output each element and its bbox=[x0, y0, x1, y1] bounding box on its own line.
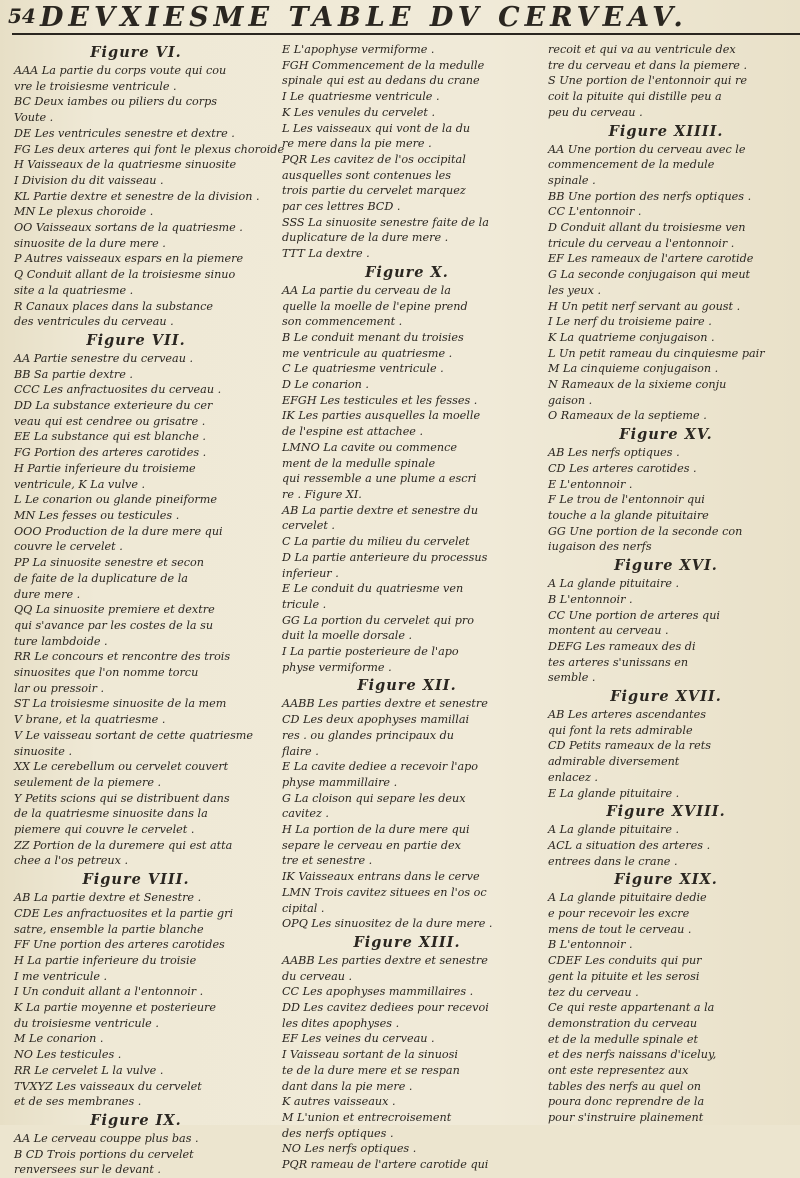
legend-entry: D La partie anterieure du processus bbox=[282, 550, 488, 564]
legend-entry: SSS La sinuosite senestre faite de la bbox=[282, 215, 489, 229]
legend-entry: RR Le cervelet L la vulve . bbox=[14, 1063, 164, 1077]
figure-heading: Figure XV. bbox=[619, 426, 713, 444]
legend-entry: DD La substance exterieure du cer bbox=[14, 399, 213, 413]
legend-entry: XX Le cerebellum ou cervelet couvert bbox=[14, 760, 229, 774]
legend-entry: CC Une portion de arteres qui bbox=[548, 608, 720, 622]
legend-entry: L Les vaisseaux qui vont de la du bbox=[282, 121, 471, 135]
legend-entry: H La partie inferieure du troisie bbox=[14, 953, 197, 967]
legend-entry: FF Une portion des arteres carotides bbox=[14, 938, 225, 952]
legend-entry: V brane, et la quatriesme . bbox=[14, 713, 166, 727]
legend-entry: et de la medulle spinale et bbox=[548, 1032, 698, 1046]
legend-entry: veau qui est cendree ou grisatre . bbox=[14, 414, 206, 428]
legend-entry: et de ses membranes . bbox=[14, 1095, 142, 1109]
legend-entry: B L'entonnoir . bbox=[548, 938, 633, 952]
legend-entry: spinale qui est au dedans du crane bbox=[282, 74, 480, 88]
legend-entry: mens de tout le cerveau . bbox=[548, 922, 692, 936]
legend-entry: commencement de la medule bbox=[548, 158, 715, 172]
legend-entry: B CD Trois portions du cervelet bbox=[14, 1147, 194, 1161]
legend-entry: Q Conduit allant de la troisiesme sinuo bbox=[14, 268, 236, 282]
legend-entry: E L'entonnoir . bbox=[548, 477, 633, 491]
legend-entry: chee a l'os petreux . bbox=[14, 854, 129, 868]
figure-heading: Figure XVI. bbox=[614, 557, 718, 575]
legend-entry: CCC Les anfractuosites du cerveau . bbox=[14, 383, 222, 397]
legend-entry: AB Les arteres ascendantes bbox=[548, 708, 707, 722]
legend-entry: PQR rameau de l'artere carotide qui bbox=[282, 1158, 489, 1172]
legend-entry: poura donc reprendre de la bbox=[548, 1095, 705, 1109]
column-left bbox=[14, 42, 285, 1177]
legend-entry: tre du cerveau et dans la piemere . bbox=[548, 58, 748, 72]
legend-entry: admirable diversement bbox=[548, 755, 680, 769]
legend-entry: semble . bbox=[548, 671, 596, 685]
legend-entry: spinale . bbox=[548, 173, 596, 187]
legend-entry: CD Petits rameaux de la rets bbox=[548, 739, 711, 753]
legend-entry: pour s'instruire plainement bbox=[548, 1111, 704, 1125]
legend-entry: H Vaisseaux de la quatriesme sinuosite bbox=[14, 158, 237, 172]
legend-entry: ont este representez aux bbox=[548, 1064, 689, 1078]
legend-entry: E La cavite dediee a recevoir l'apo bbox=[282, 760, 479, 774]
legend-entry: GG Une portion de la seconde con bbox=[548, 524, 743, 538]
legend-entry: montent au cerveau . bbox=[548, 624, 669, 638]
legend-entry: AA Une portion du cerveau avec le bbox=[548, 142, 746, 156]
legend-entry: B L'entonnoir . bbox=[548, 592, 633, 606]
figure-heading: Figure XVIII. bbox=[606, 803, 726, 821]
legend-entry: CDEF Les conduits qui pur bbox=[548, 954, 702, 968]
legend-entry: E La glande pituitaire . bbox=[548, 786, 680, 800]
running-title: DEVXIESME TABLE DV CERVEAV. bbox=[40, 2, 688, 33]
legend-entry: OO Vaisseaux sortans de la quatriesme . bbox=[14, 221, 243, 235]
legend-entry: A La glande pituitaire . bbox=[548, 577, 680, 591]
legend-entry: AB Les nerfs optiques . bbox=[548, 446, 680, 460]
legend-entry: EFGH Les testicules et les fesses . bbox=[282, 393, 478, 407]
legend-entry: peu du cerveau . bbox=[548, 105, 643, 119]
legend-entry: du cerveau . bbox=[282, 969, 353, 983]
legend-entry: M Le conarion . bbox=[14, 1032, 104, 1046]
legend-entry: K autres vaisseaux . bbox=[282, 1095, 396, 1109]
legend-entry: duit la moelle dorsale . bbox=[282, 629, 413, 643]
legend-entry: inferieur . bbox=[282, 566, 339, 580]
legend-entry: ture lambdoide . bbox=[14, 634, 108, 648]
legend-entry: N Rameaux de la sixieme conju bbox=[548, 378, 727, 392]
legend-entry: EF Les rameaux de l'artere carotide bbox=[548, 252, 754, 266]
legend-entry: H Partie inferieure du troisieme bbox=[14, 461, 196, 475]
legend-entry: physe mammillaire . bbox=[282, 775, 398, 789]
legend-entry: BC Deux iambes ou piliers du corps bbox=[14, 95, 217, 109]
legend-entry: recoit et qui va au ventricule dex bbox=[548, 43, 736, 56]
legend-entry: son commencement . bbox=[282, 315, 403, 329]
legend-entry: RR Le concours et rencontre des trois bbox=[14, 650, 231, 664]
legend-entry: I La partie posterieure de l'apo bbox=[282, 645, 459, 659]
legend-entry: K La partie moyenne et posterieure bbox=[14, 1001, 217, 1015]
legend-entry: tricule . bbox=[282, 597, 327, 611]
legend-entry: re mere dans la pie mere . bbox=[282, 137, 432, 151]
legend-entry: CC Les apophyses mammillaires . bbox=[282, 985, 474, 999]
legend-entry: IK Les parties ausquelles la moelle bbox=[282, 409, 481, 423]
legend-entry: OPQ Les sinuositez de la dure mere . bbox=[282, 917, 493, 931]
column-right bbox=[548, 42, 784, 1125]
legend-entry: AB La partie dextre et senestre du bbox=[282, 503, 479, 517]
legend-entry: MN Les fesses ou testicules . bbox=[14, 508, 180, 522]
legend-entry: MN Le plexus choroide . bbox=[14, 205, 154, 219]
figure-heading: Figure XIIII. bbox=[608, 122, 724, 140]
legend-entry: et des nerfs naissans d'iceluy, bbox=[548, 1048, 717, 1062]
legend-entry: Y Petits scions qui se distribuent dans bbox=[14, 791, 230, 805]
figure-heading: Figure X. bbox=[365, 263, 449, 281]
legend-entry: cavitez . bbox=[282, 807, 329, 821]
legend-entry: sinuosite de la dure mere . bbox=[14, 236, 166, 250]
legend-entry: dure mere . bbox=[14, 587, 81, 601]
legend-entry: tez du cerveau . bbox=[548, 985, 639, 999]
legend-entry: C La partie du milieu du cervelet bbox=[282, 535, 470, 549]
legend-entry: cipital . bbox=[282, 901, 325, 915]
legend-entry: L Un petit rameau du cinquiesme pair bbox=[548, 346, 765, 360]
legend-entry: res . ou glandes principaux du bbox=[282, 728, 454, 742]
page-header bbox=[0, 0, 800, 34]
legend-entry: iugaison des nerfs bbox=[548, 540, 652, 554]
figure-heading: Figure XIX. bbox=[614, 871, 718, 889]
legend-entry: I Le nerf du troisieme paire . bbox=[548, 315, 712, 329]
legend-entry: des nerfs optiques . bbox=[282, 1126, 394, 1140]
page-number: 54 bbox=[8, 4, 36, 28]
legend-entry: physe vermiforme . bbox=[282, 660, 392, 674]
legend-entry: touche a la glande pituitaire bbox=[548, 508, 709, 522]
legend-entry: dant dans la pie mere . bbox=[282, 1079, 413, 1093]
legend-entry: S Une portion de l'entonnoir qui re bbox=[548, 74, 747, 88]
legend-entry: E L'apophyse vermiforme . bbox=[282, 43, 435, 56]
legend-entry: FG Portion des arteres carotides . bbox=[14, 446, 207, 460]
legend-entry: ausquelles sont contenues les bbox=[282, 168, 452, 182]
legend-entry: IK Vaisseaux entrans dans le cerve bbox=[282, 870, 480, 884]
legend-entry: site a la quatriesme . bbox=[14, 283, 134, 297]
legend-entry: F Le trou de l'entonnoir qui bbox=[548, 493, 705, 507]
legend-entry: TVXYZ Les vaisseaux du cervelet bbox=[14, 1079, 202, 1093]
legend-entry: AABB Les parties dextre et senestre bbox=[282, 697, 488, 711]
legend-entry: te de la dure mere et se respan bbox=[282, 1063, 460, 1077]
legend-entry: R Canaux places dans la substance bbox=[14, 299, 213, 313]
legend-entry: FGH Commencement de la medulle bbox=[282, 58, 485, 72]
legend-entry: Ce qui reste appartenant a la bbox=[548, 1001, 715, 1015]
legend-entry: me ventricule au quatriesme . bbox=[282, 346, 453, 360]
legend-entry: des ventricules du cerveau . bbox=[14, 315, 174, 329]
legend-entry: AA Le cerveau couppe plus bas . bbox=[14, 1132, 199, 1145]
legend-entry: KL Partie dextre et senestre de la division . bbox=[14, 189, 260, 203]
legend-entry: satre, ensemble la partie blanche bbox=[14, 922, 204, 936]
legend-entry: CDE Les anfractuosites et la partie gri bbox=[14, 906, 234, 920]
legend-entry: H La portion de la dure mere qui bbox=[282, 823, 470, 837]
legend-entry: BB Sa partie dextre . bbox=[14, 367, 133, 381]
legend-entry: CC L'entonnoir . bbox=[548, 205, 642, 219]
figure-heading: Figure VII. bbox=[86, 331, 186, 349]
legend-entry: LMN Trois cavitez situees en l'os oc bbox=[282, 885, 487, 899]
legend-entry: couvre le cervelet . bbox=[14, 540, 123, 554]
legend-entry: tes arteres s'unissans en bbox=[548, 655, 689, 669]
legend-entry: BB Une portion des nerfs optiques . bbox=[548, 189, 752, 203]
legend-entry: coit la pituite qui distille peu a bbox=[548, 90, 722, 104]
legend-entry: DEFG Les rameaux des di bbox=[548, 639, 696, 653]
legend-entry: renversees sur le devant . bbox=[14, 1163, 161, 1177]
legend-entry: tre et senestre . bbox=[282, 854, 373, 868]
legend-entry: PQR Les cavitez de l'os occipital bbox=[282, 152, 466, 166]
legend-entry: GG La portion du cervelet qui pro bbox=[282, 613, 474, 627]
legend-entry: V Le vaisseau sortant de cette quatriesme bbox=[14, 728, 254, 742]
legend-entry: ventricule, K La vulve . bbox=[14, 477, 146, 491]
legend-entry: tricule du cerveau a l'entonnoir . bbox=[548, 236, 735, 250]
legend-entry: AB La partie dextre et Senestre . bbox=[14, 891, 202, 905]
legend-entry: LMNO La cavite ou commence bbox=[282, 440, 457, 454]
legend-entry: separe le cerveau en partie dex bbox=[282, 838, 461, 852]
legend-entry: AABB Les parties dextre et senestre bbox=[282, 953, 488, 967]
legend-entry: NO Les nerfs optiques . bbox=[282, 1142, 417, 1156]
legend-entry: O Rameaux de la septieme . bbox=[548, 409, 707, 423]
legend-entry: AA Partie senestre du cerveau . bbox=[14, 351, 194, 365]
legend-entry: C Le quatriesme ventricule . bbox=[282, 362, 444, 376]
legend-entry: L Le conarion ou glande pineiforme bbox=[14, 493, 217, 507]
legend-entry: de faite de la duplicature de la bbox=[14, 571, 188, 585]
legend-entry: NO Les testicules . bbox=[14, 1048, 122, 1062]
legend-entry: A La glande pituitaire dedie bbox=[548, 891, 707, 905]
legend-entry: DD Les cavitez dediees pour recevoi bbox=[282, 1001, 489, 1015]
legend-entry: les dites apophyses . bbox=[282, 1016, 400, 1030]
legend-entry: gaison . bbox=[548, 393, 593, 407]
legend-entry: E Le conduit du quatriesme ven bbox=[282, 582, 464, 596]
figure-heading: Figure VI. bbox=[90, 44, 182, 61]
legend-entry: les yeux . bbox=[548, 283, 602, 297]
legend-entry: EE La substance qui est blanche . bbox=[14, 430, 206, 444]
figure-heading: Figure XVII. bbox=[610, 688, 722, 706]
legend-entry: OOO Production de la dure mere qui bbox=[14, 524, 223, 538]
legend-entry: lar ou pressoir . bbox=[14, 681, 105, 695]
legend-entry: PP La sinuosite senestre et secon bbox=[14, 556, 204, 570]
figure-heading: Figure XII. bbox=[357, 677, 457, 695]
legend-entry: FG Les deux arteres qui font le plexus choroide bbox=[14, 142, 285, 156]
legend-entry: ZZ Portion de la duremere qui est atta bbox=[14, 838, 233, 852]
legend-entry: par ces lettres BCD . bbox=[282, 200, 401, 214]
figure-heading: Figure IX. bbox=[90, 1112, 182, 1129]
legend-entry: TTT La dextre . bbox=[282, 247, 370, 261]
legend-entry: CD Les deux apophyses mamillai bbox=[282, 713, 470, 727]
legend-entry: QQ La sinuosite premiere et dextre bbox=[14, 603, 215, 617]
legend-entry: M L'union et entrecroisement bbox=[282, 1111, 452, 1124]
legend-entry: H Un petit nerf servant au goust . bbox=[548, 299, 741, 313]
legend-entry: P Autres vaisseaux espars en la piemere bbox=[14, 252, 244, 266]
legend-entry: vre le troisiesme ventricule . bbox=[14, 79, 177, 93]
legend-entry: D Conduit allant du troisiesme ven bbox=[548, 221, 746, 235]
legend-entry: G La seconde conjugaison qui meut bbox=[548, 268, 751, 282]
legend-entry: trois partie du cervelet marquez bbox=[282, 184, 466, 198]
legend-entry: de l'espine est attachee . bbox=[282, 425, 424, 439]
legend-entry: EF Les veines du cerveau . bbox=[282, 1032, 435, 1046]
legend-entry: seulement de la piemere . bbox=[14, 775, 162, 789]
legend-entry: duplicature de la dure mere . bbox=[282, 231, 449, 245]
legend-entry: de la quatriesme sinuosite dans la bbox=[14, 807, 208, 821]
figure-heading: Figure VIII. bbox=[82, 871, 190, 889]
legend-entry: M La cinquieme conjugaison . bbox=[548, 362, 719, 376]
legend-entry: e pour recevoir les excre bbox=[548, 907, 690, 921]
legend-entry: re . Figure XI. bbox=[282, 487, 362, 501]
legend-entry: cervelet . bbox=[282, 519, 335, 533]
legend-entry: demonstration du cerveau bbox=[548, 1016, 698, 1030]
legend-entry: flaire . bbox=[282, 744, 319, 758]
legend-entry: D Le conarion . bbox=[282, 378, 369, 392]
legend-entry: du troisiesme ventricule . bbox=[14, 1016, 159, 1030]
legend-entry: sinuosite . bbox=[14, 744, 73, 758]
legend-entry: I Le quatriesme ventricule . bbox=[282, 90, 440, 104]
legend-entry: K Les venules du cervelet . bbox=[282, 105, 436, 119]
figure-heading: Figure XIII. bbox=[353, 933, 461, 951]
legend-entry: K La quatrieme conjugaison . bbox=[548, 330, 715, 344]
legend-entry: gent la pituite et les serosi bbox=[548, 969, 700, 983]
legend-entry: I Un conduit allant a l'entonnoir . bbox=[14, 985, 204, 999]
header-rule bbox=[12, 33, 800, 35]
legend-entry: A La glande pituitaire . bbox=[548, 823, 680, 837]
legend-entry: piemere qui couvre le cervelet . bbox=[14, 823, 195, 837]
legend-entry: qui ressemble a une plume a escri bbox=[282, 472, 477, 486]
legend-entry: I me ventricule . bbox=[14, 969, 108, 983]
legend-entry: ST La troisiesme sinuosite de la mem bbox=[14, 697, 227, 711]
legend-entry: AAA La partie du corps voute qui cou bbox=[14, 64, 227, 77]
legend-entry: ACL a situation des arteres . bbox=[548, 838, 711, 852]
legend-entry: CD Les arteres carotides . bbox=[548, 461, 697, 475]
legend-entry: I Division du dit vaisseau . bbox=[14, 173, 164, 187]
legend-entry: DE Les ventricules senestre et dextre . bbox=[14, 126, 235, 140]
legend-entry: qui s'avance par les costes de la su bbox=[14, 618, 214, 632]
legend-entry: qui font la rets admirable bbox=[548, 723, 693, 737]
legend-entry: G La cloison qui separe les deux bbox=[282, 791, 466, 805]
legend-entry: entrees dans le crane . bbox=[548, 854, 678, 868]
legend-entry: quelle la moelle de l'epine prend bbox=[282, 299, 468, 313]
legend-entry: enlacez . bbox=[548, 770, 598, 784]
legend-entry: B Le conduit menant du troisies bbox=[282, 330, 464, 344]
legend-entry: ment de la medulle spinale bbox=[282, 456, 436, 470]
column-middle bbox=[282, 42, 532, 1172]
legend-entry: sinuosites que l'on nomme torcu bbox=[14, 666, 199, 680]
legend-entry: Voute . bbox=[14, 111, 54, 125]
legend-entry: I Vaisseau sortant de la sinuosi bbox=[282, 1048, 458, 1062]
legend-entry: AA La partie du cerveau de la bbox=[282, 283, 451, 297]
legend-entry: tables des nerfs au quel on bbox=[548, 1079, 702, 1093]
